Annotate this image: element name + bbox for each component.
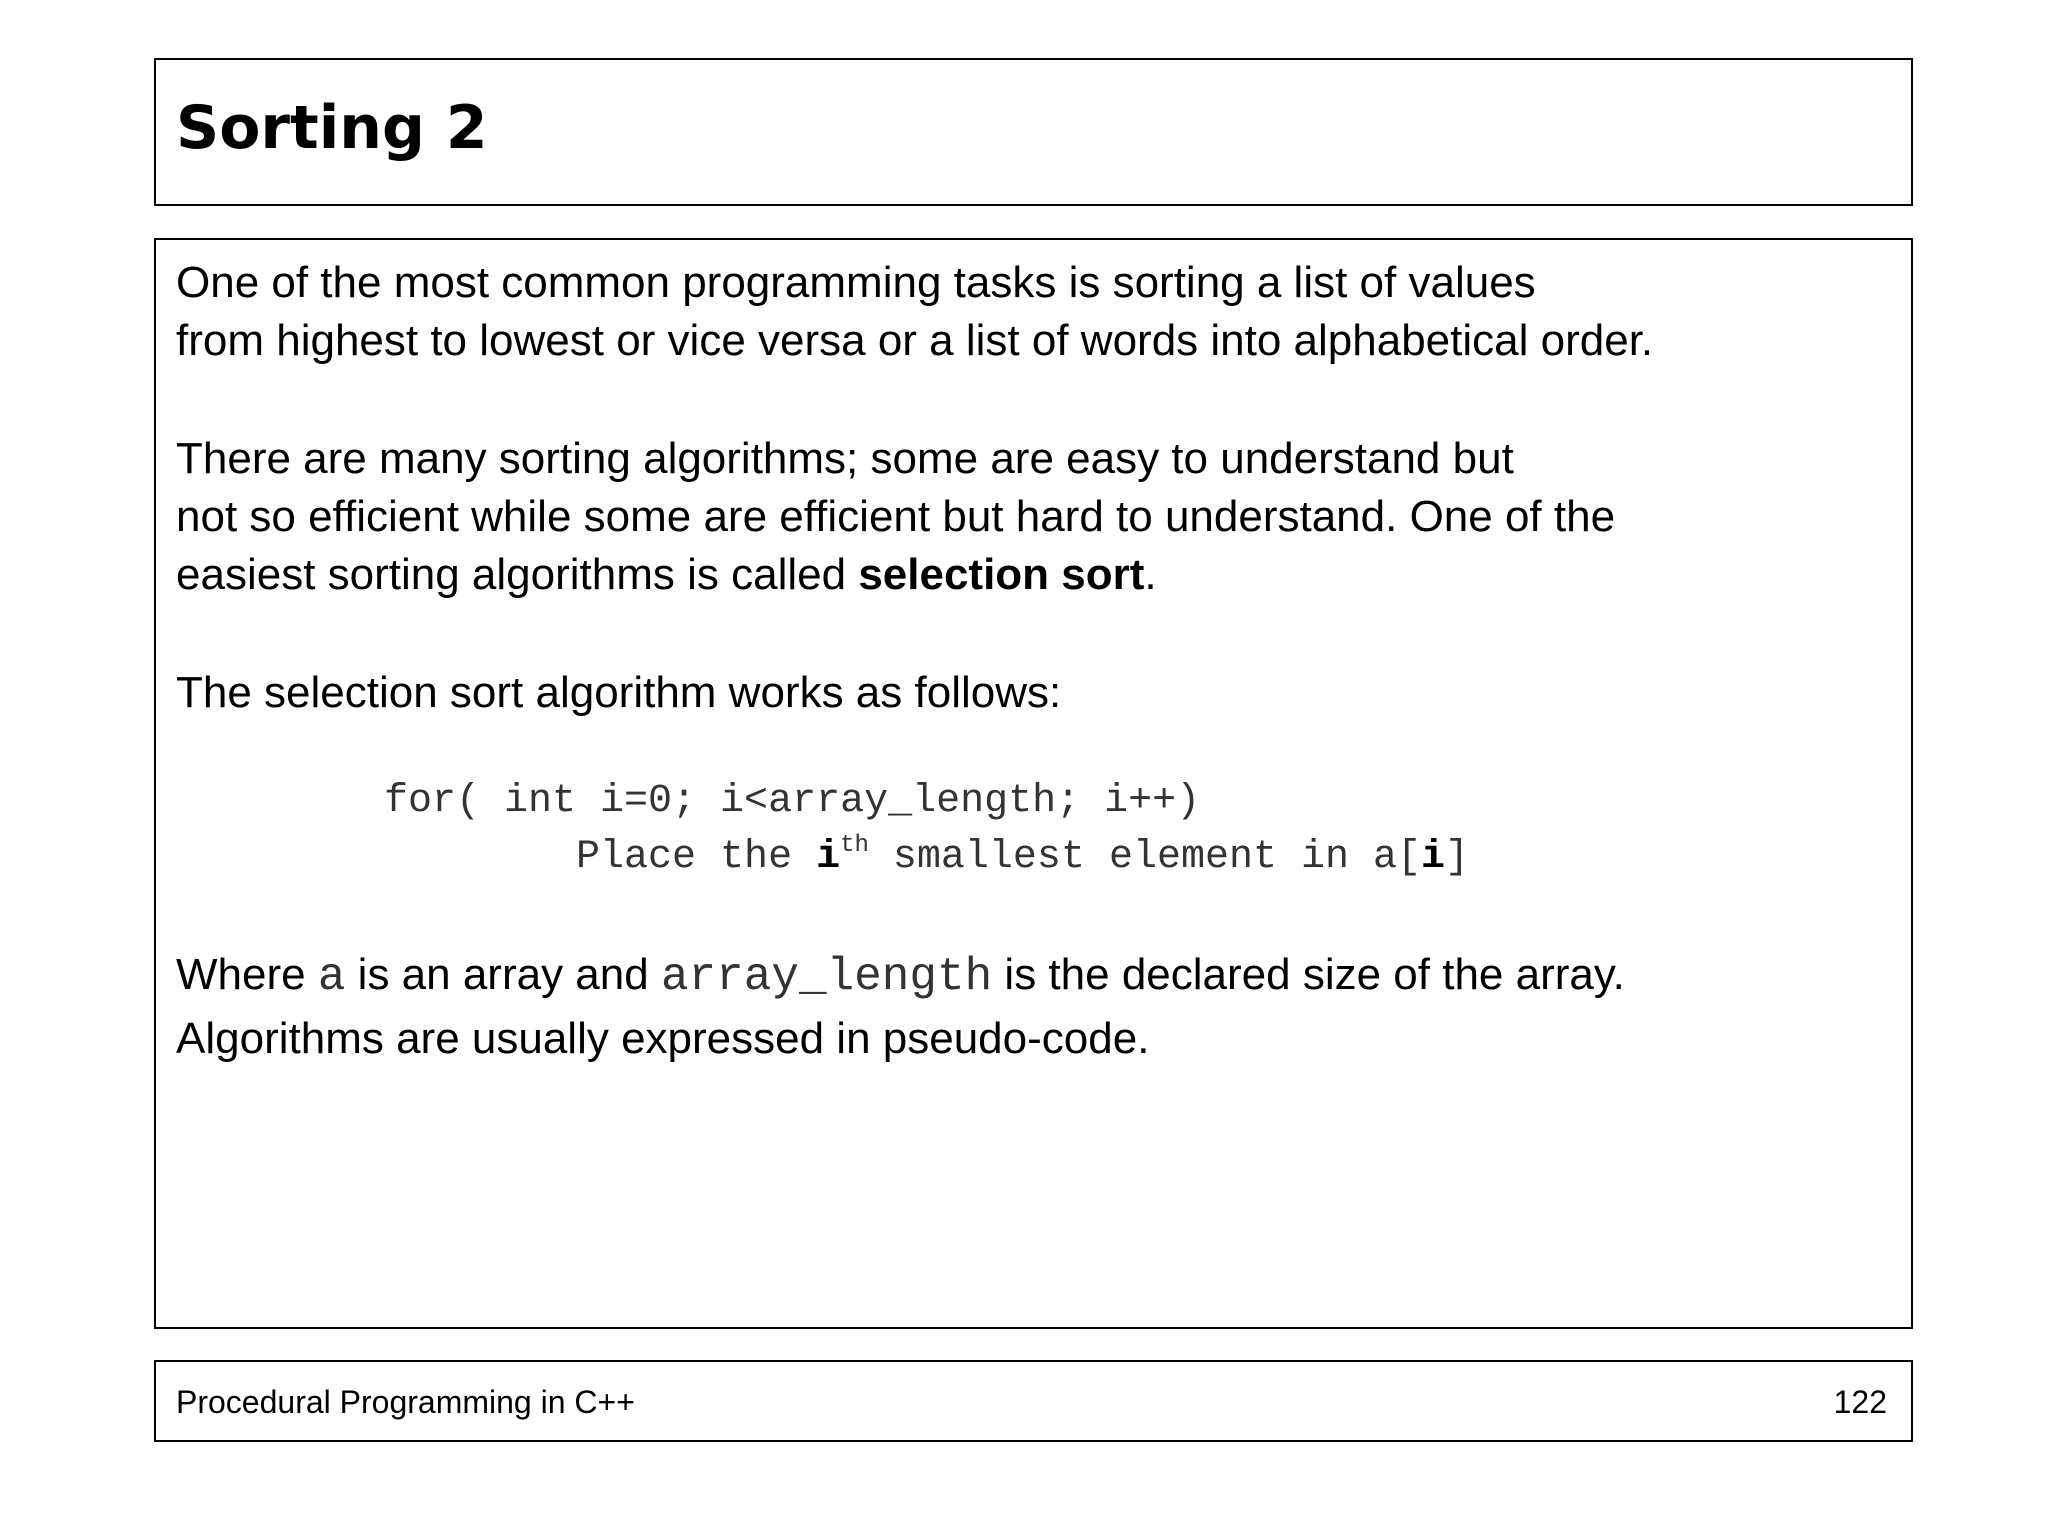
algorithms-line-3	[176, 546, 1615, 604]
inline-code-a: a	[317, 951, 346, 1003]
where-text-1: Where	[176, 950, 318, 999]
where-text-2: is an array and	[345, 950, 661, 999]
algorithms-line-1: There are many sorting algorithms; some are easy to understand but	[176, 434, 1514, 483]
where-text-3: is the declared size of the array.	[992, 950, 1625, 999]
slide-content-box	[154, 238, 1913, 1329]
pseudocode-line-1: for( int i=0; i<array_length; i++)	[384, 779, 1201, 824]
inline-code-array-length: array_length	[660, 951, 993, 1003]
slide-title: Sorting 2	[176, 93, 488, 163]
algorithms-paragraph	[176, 430, 1615, 604]
algorithms-line-3-suffix: .	[1144, 550, 1157, 599]
intro-paragraph	[176, 254, 1653, 370]
pseudocode-block	[384, 774, 1469, 886]
where-line-2: Algorithms are usually expressed in pseudo-code.	[176, 1014, 1150, 1063]
intro-line-1: One of the most common programming tasks is sorting a list of values	[176, 258, 1536, 307]
pseudocode-text-b: smallest element in a[	[868, 835, 1421, 880]
slide-footer	[154, 1360, 1913, 1442]
works-as-follows-text: The selection sort algorithm works as follows:	[176, 668, 1062, 717]
pseudocode-text-c: ]	[1445, 835, 1470, 880]
selection-sort-term: selection sort	[858, 550, 1145, 599]
pseudocode-index-i: i	[816, 835, 841, 880]
intro-line-2: from highest to lowest or vice versa or a list of words into alphabetical order.	[176, 316, 1654, 365]
pseudocode-superscript-th: th	[840, 832, 869, 859]
pseudocode-index-i-2: i	[1421, 835, 1446, 880]
pseudocode-line-2	[384, 830, 1469, 886]
where-paragraph	[176, 944, 1625, 1070]
footer-page-number: 122	[1833, 1384, 1887, 1420]
pseudocode-text-a: Place the	[576, 835, 817, 880]
slide-title-box	[154, 58, 1913, 206]
algorithms-line-2: not so efficient while some are efficient but hard to understand. One of the	[176, 492, 1616, 541]
where-line-1	[176, 944, 1625, 1008]
footer-course-title: Procedural Programming in C++	[176, 1384, 635, 1420]
algorithms-line-3-prefix: easiest sorting algorithms is called	[176, 550, 859, 599]
